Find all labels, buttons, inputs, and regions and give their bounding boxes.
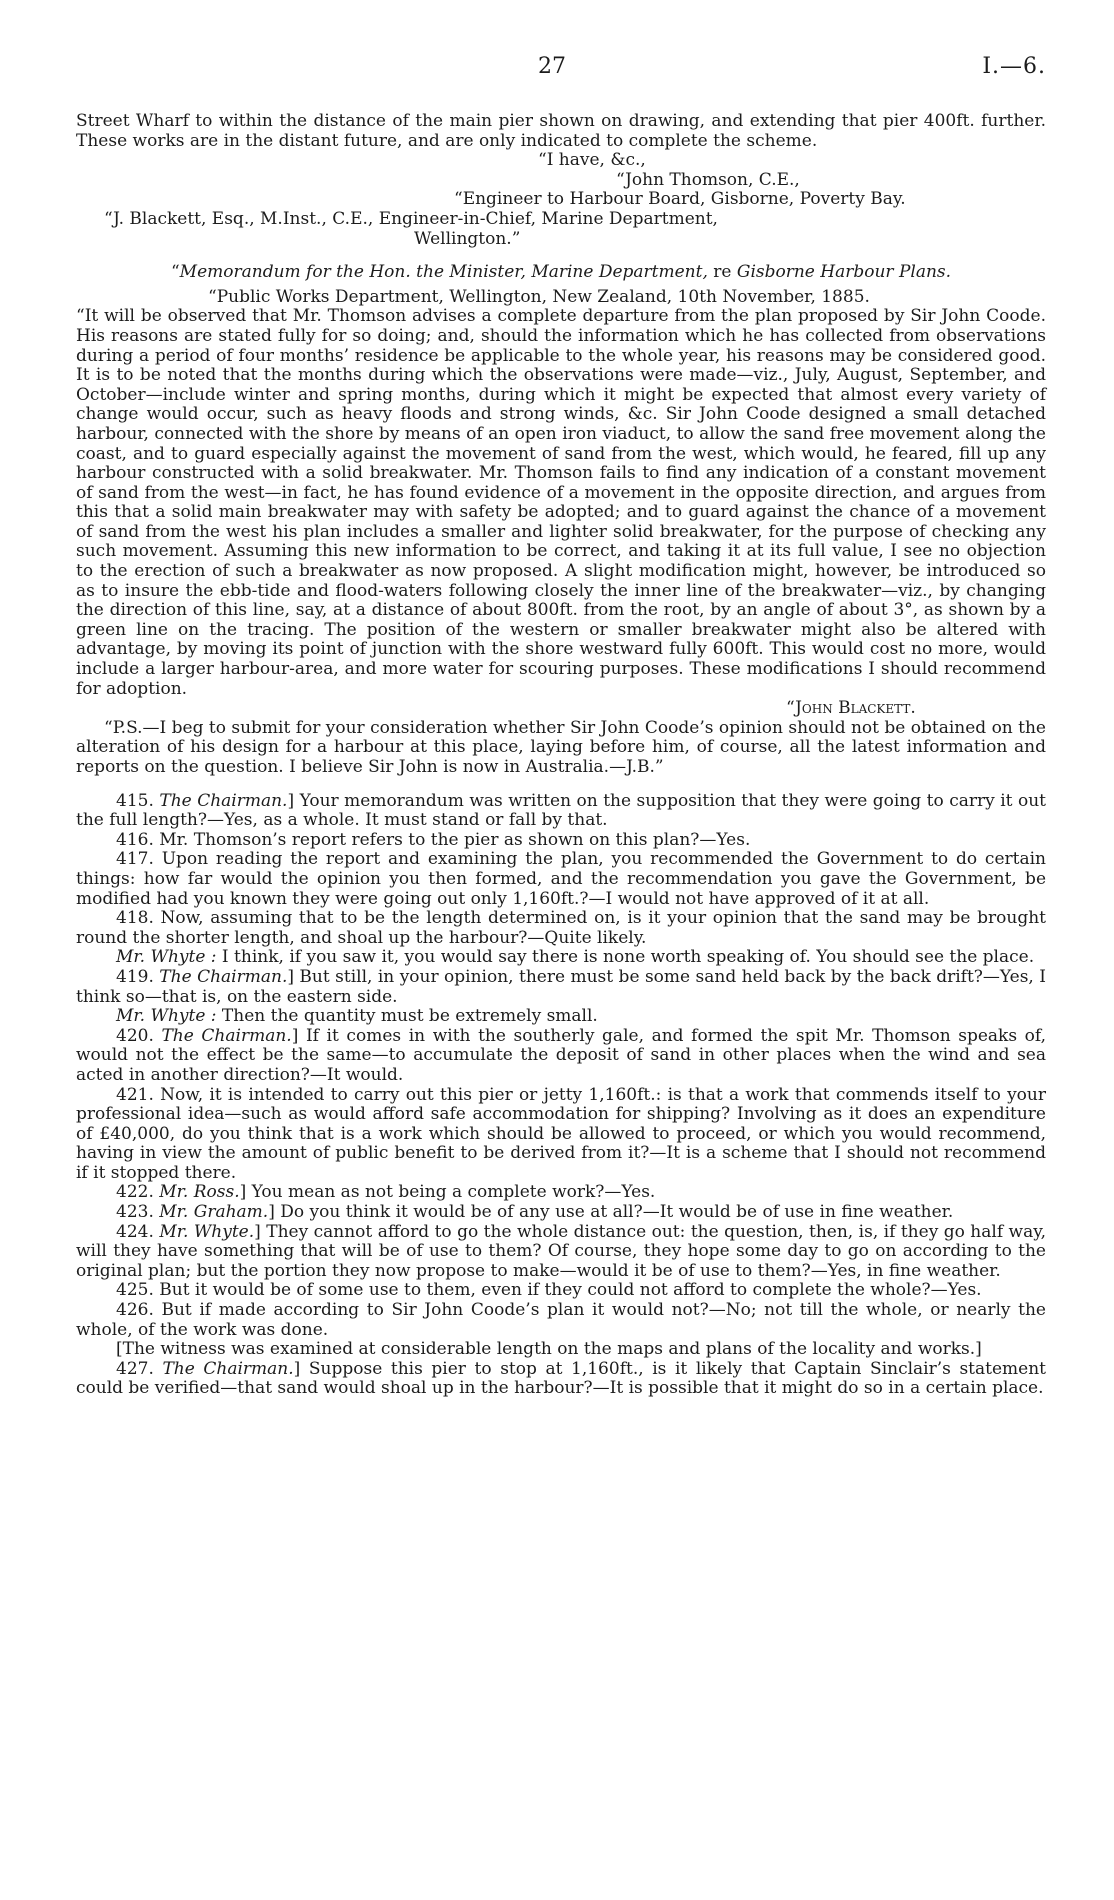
question-text: Then the quantity must be extremely small. [216, 1006, 598, 1027]
question-number: 423. [116, 1202, 160, 1223]
evidence-section [76, 792, 1046, 1399]
letter-addressee-place: Wellington.” [414, 228, 521, 249]
evidence-paragraph [76, 1007, 1046, 1027]
evidence-paragraph [76, 1183, 1046, 1203]
letter-closing: “I have, &c., [538, 150, 646, 171]
question-text: ] You mean as not being a complete work?—Yes. [239, 1182, 656, 1203]
question-text: ] Your memorandum was written on the supposition that they were going to carry it out the full length?—Yes, as a whole. It must stand or fall by that. [76, 790, 1046, 831]
evidence-paragraph [76, 1360, 1046, 1399]
question-text: [The witness was examined at considerable length on the maps and plans of the locality and works.] [116, 1339, 982, 1360]
document-reference: I.—6. [982, 54, 1046, 79]
evidence-paragraph [76, 1301, 1046, 1340]
memo-title [76, 263, 1046, 283]
speaker-name: The Chairman. [162, 1358, 294, 1379]
speaker-name: Mr. Whyte : [116, 947, 217, 968]
evidence-paragraph [76, 1223, 1046, 1282]
memo-section [76, 263, 1046, 777]
page-header [76, 54, 1046, 112]
question-text: 426. But if made according to Sir John Coode’s plan it would not?—No; not till the whole, or nearly the whole, of the work was done. [76, 1300, 1046, 1340]
memo-dateline: “Public Works Department, Wellington, New Zealand, 10th November, 1885. [208, 286, 870, 307]
question-number: 422. [116, 1182, 160, 1203]
memo-body: “It will be observed that Mr. Thomson advises a complete departure from the plan proposed by Sir John Coode. His reasons are stated fully for so doing; and, should the information which he has collected from observations during a period of four months’ residence be applicable to the whole year, his reasons may be considered good. It is to be noted that the months during which the observations were made—viz., July, August, September, and October—include winter and spring months, during which it might be expected that almost every variety of change would occur, such as heavy floods and strong winds, &c. Sir John Coode designed a small detached harbour, connected with the shore by means of an open iron viaduct, to allow the sand free movement along the coast, and to guard especially against the movement of sand from the west, which would, he feared, fill up any harbour constructed with a solid breakwater. Mr. Thomson fails to find any indication of a constant movement of sand from the west—in fact, he has found evidence of a movement in the opposite direction, and argues from this that a solid main breakwater may with safety be adopted; and to guard against the chance of a movement of sand from the west his plan includes a smaller and lighter solid breakwater, for the purpose of checking any such movement. Assuming this new information to be correct, and taking it at its full value, I see no objection to the erection of such a breakwater as now proposed. A slight modification might, however, be introduced so as to insure the ebb-tide and flood-waters following closely the inner line of the breakwater—viz., by changing the direction of this line, say, at a distance of about 800ft. from the root, by an angle of about 3°, as shown by a green line on the tracing. The position of the western or smaller breakwater might also be altered with advantage, by moving its point of junction with the shore westward fully 600ft. This would cost no more, would include a larger harbour-area, and more water for scouring purposes. These modifications I should recommend for adoption. [76, 306, 1046, 699]
letter-continuation: Street Wharf to within the distance of the main pier shown on drawing, and extending that pier 400ft. further. These works are in the distant future, and are only indicated to complete the scheme. [76, 111, 1046, 151]
memo-title-italic-2: Gisborne Harbour Plans. [736, 262, 952, 283]
speaker-name: Mr. Whyte : [116, 1006, 217, 1027]
speaker-name: The Chairman. [159, 790, 288, 811]
question-text: I think, if you saw it, you would say there is none worth speaking of. You should see the place. [216, 947, 1035, 968]
evidence-paragraph [76, 968, 1046, 1007]
speaker-name: The Chairman. [159, 966, 288, 987]
evidence-paragraph [76, 831, 1046, 851]
speaker-name: Mr. Whyte. [159, 1221, 255, 1242]
question-text: ] But still, in your opinion, there must be some sand held back by the back drift?—Yes, I think so—that is, on the eastern side. [76, 966, 1046, 1007]
question-text: ] Suppose this pier to stop at 1,160ft., is it likely that Captain Sinclair’s statement could be verified—that sand would shoal up in the harbour?—It is possible that it might do so in a certain place. [76, 1358, 1047, 1399]
evidence-paragraph [76, 1027, 1046, 1086]
evidence-paragraph [76, 1203, 1046, 1223]
letter-addressee: “J. Blackett, Esq., M.Inst., C.E., Engineer-in-Chief, Marine Department, [104, 208, 718, 229]
page-number: 27 [538, 54, 566, 79]
speaker-name: The Chairman. [161, 1025, 292, 1046]
memo-title-italic-1: Memorandum for the Hon. the Minister, Marine Department, [179, 262, 708, 283]
document-page [76, 54, 1046, 1399]
question-number: 420. [116, 1025, 162, 1046]
question-number: 424. [116, 1221, 160, 1242]
letter-signer: “John Thomson, C.E., [616, 169, 800, 190]
question-text: ] If it comes in with the southerly gale, and formed the spit Mr. Thomson speaks of, would not the effect be the same—to accumulate the deposit of sand in other places when the wind and sea acted in another direction?—It would. [76, 1025, 1047, 1085]
evidence-paragraph [76, 792, 1046, 831]
question-text: 421. Now, it is intended to carry out this pier or jetty 1,160ft.: is that a work that commends itself to your professional idea—such as would afford safe accommodation for shipping? Involving as it does an expenditure of £40,000, do you think that is a work which should be allowed to proceed, or which you would recommend, having in view the amount of public benefit to be derived from it?—It is a scheme that I should not recommend if it stopped there. [76, 1084, 1046, 1183]
letter-section [76, 112, 1046, 249]
question-number: 419. [116, 966, 160, 987]
question-text: ] They cannot afford to go the whole distance out: the question, then, is, if they go half way, will they have something that will be of use to them? Of course, they hope some day to go on according to the original plan; but the portion they now propose to make—would it be of use to them?—Yes, in fine weather. [76, 1221, 1046, 1281]
question-text: 425. But it would be of some use to them, even if they could not afford to complete the whole?—Yes. [116, 1280, 982, 1301]
question-text: 418. Now, assuming that to be the length determined on, is it your opinion that the sand may be brought round the shorter length, and shoal up the harbour?—Quite likely. [76, 908, 1046, 948]
evidence-paragraph [76, 1086, 1046, 1184]
evidence-paragraph [76, 909, 1046, 948]
question-text: 417. Upon reading the report and examining the plan, you recommended the Government to do certain things: how far would the opinion you then formed, and the recommendation you gave the Government, be modified had you known they were going out only 1,160ft.?—I would not have approved of it at all. [76, 849, 1046, 909]
question-text: ] Do you think it would be of any use at all?—It would be of use in fine weather. [268, 1202, 954, 1223]
memo-title-re: re [707, 262, 737, 283]
letter-signer-title: “Engineer to Harbour Board, Gisborne, Poverty Bay. [454, 189, 906, 210]
question-number: 415. [116, 790, 160, 811]
question-text: 416. Mr. Thomson’s report refers to the pier as shown on this plan?—Yes. [116, 829, 751, 850]
evidence-paragraph [76, 1281, 1046, 1301]
question-number: 427. [116, 1358, 163, 1379]
evidence-paragraph [76, 1340, 1046, 1360]
memo-postscript: “P.S.—I beg to submit for your consideration whether Sir John Coode’s opinion should not be obtained on the alteration of his design for a harbour at this place, laying before him, of course, all the latest information and reports on the question. I believe Sir John is now in Australia.—J.B.” [76, 717, 1046, 777]
evidence-paragraph [76, 948, 1046, 968]
speaker-name: Mr. Graham. [159, 1202, 269, 1223]
memo-title-quote: “ [170, 262, 180, 283]
memo-signature: “John Blackett. [786, 698, 916, 719]
evidence-paragraph [76, 850, 1046, 909]
speaker-name: Mr. Ross. [159, 1182, 240, 1203]
